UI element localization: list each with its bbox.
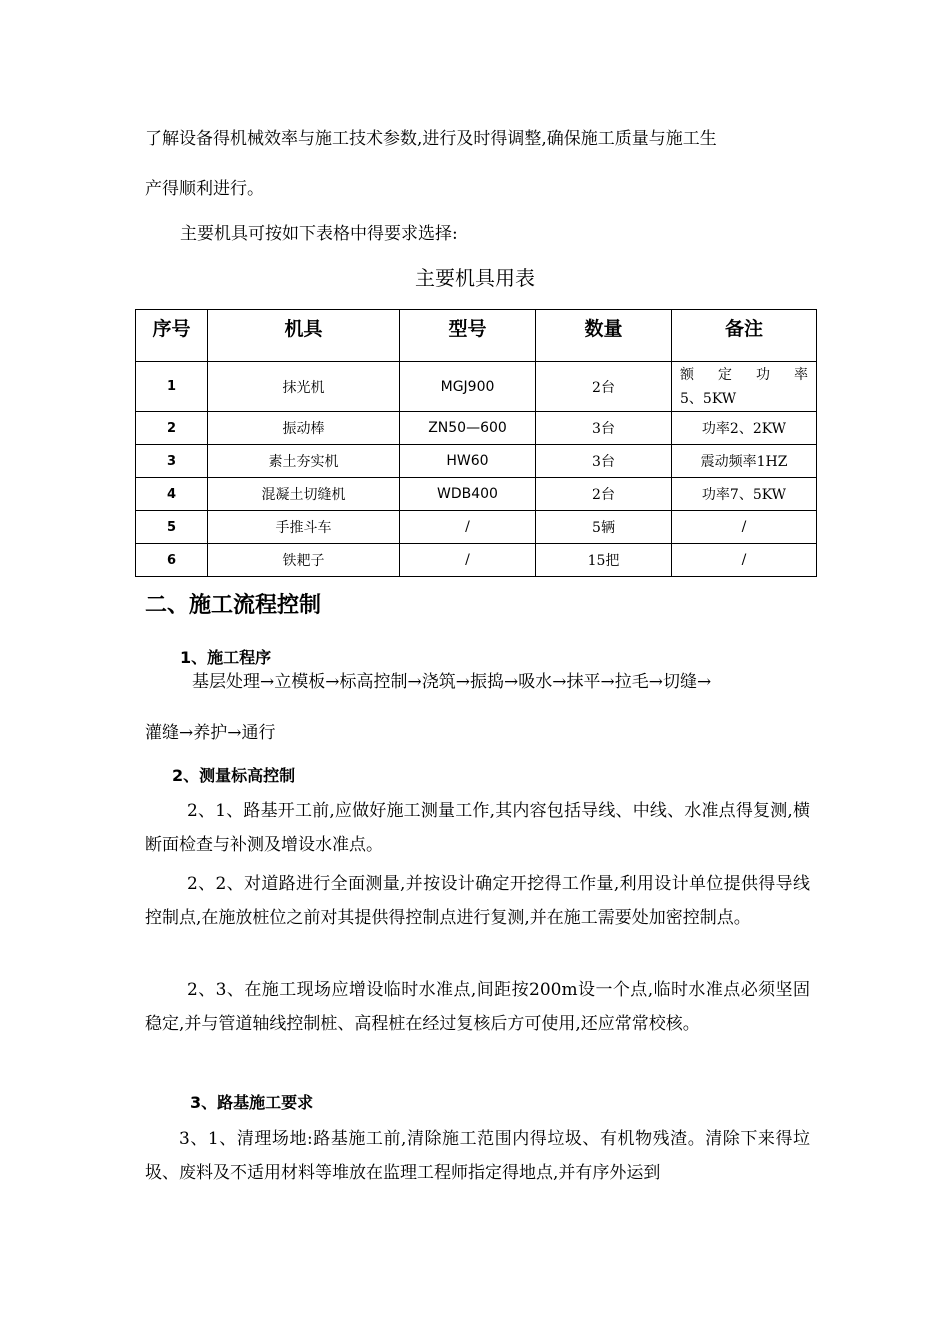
paragraph-2-2: 2、2、对道路进行全面测量,并按设计确定开挖得工作量,利用设计单位提供得导线控制点,在施放桩位之前对其提供得控制点进行复测,并在施工需要处加密控制点。 xyxy=(145,874,810,928)
cell-note: / xyxy=(672,511,817,544)
cell-tool: 手推斗车 xyxy=(208,511,400,544)
subsection-heading-1: 1、施工程序 xyxy=(180,648,272,667)
cell-note-line-2: 5、5KW xyxy=(680,390,737,407)
cell-tool: 素土夯实机 xyxy=(208,445,400,478)
cell-qty: 15把 xyxy=(536,544,672,577)
intro-line-1: 了解设备得机械效率与施工技术参数,进行及时得调整,确保施工质量与施工生 xyxy=(145,129,717,149)
table-row xyxy=(136,445,817,478)
cell-no: 3 xyxy=(136,445,208,478)
cell-note: 震动频率1HZ xyxy=(672,445,817,478)
table-row xyxy=(136,412,817,445)
paragraph-2-1: 2、1、路基开工前,应做好施工测量工作,其内容包括导线、中线、水准点得复测,横断面检查与补测及增设水准点。 xyxy=(145,801,810,855)
cell-model: / xyxy=(400,544,536,577)
header-no: 序号 xyxy=(136,310,208,362)
cell-note: / xyxy=(672,544,817,577)
cell-no: 1 xyxy=(136,362,208,412)
cell-tool: 混凝土切缝机 xyxy=(208,478,400,511)
intro-line-3: 主要机具可按如下表格中得要求选择: xyxy=(180,224,458,244)
cell-qty: 5辆 xyxy=(536,511,672,544)
header-qty: 数量 xyxy=(536,310,672,362)
procedure-line-2: 灌缝→养护→通行 xyxy=(145,723,276,743)
cell-model: MGJ900 xyxy=(400,362,536,412)
cell-note xyxy=(672,362,817,412)
paragraph-2-3: 2、3、在施工现场应增设临时水准点,间距按200m设一个点,临时水准点必须坚固稳定,并与管道轴线控制桩、高程桩在经过复核后方可使用,还应常常校核。 xyxy=(145,980,810,1034)
table-row xyxy=(136,511,817,544)
table-header-row xyxy=(136,310,817,362)
table-row xyxy=(136,362,817,412)
header-tool: 机具 xyxy=(208,310,400,362)
cell-no: 6 xyxy=(136,544,208,577)
cell-qty: 2台 xyxy=(536,362,672,412)
cell-no: 2 xyxy=(136,412,208,445)
cell-note-line-1: 额 定 功 率 xyxy=(680,366,808,383)
subsection-heading-3: 3、路基施工要求 xyxy=(190,1093,314,1112)
cell-no: 5 xyxy=(136,511,208,544)
cell-model: ZN50—600 xyxy=(400,412,536,445)
table-row xyxy=(136,544,817,577)
cell-note: 功率7、5KW xyxy=(672,478,817,511)
header-note: 备注 xyxy=(672,310,817,362)
header-model: 型号 xyxy=(400,310,536,362)
table-row xyxy=(136,478,817,511)
intro-line-2: 产得顺利进行。 xyxy=(145,179,264,199)
cell-qty: 3台 xyxy=(536,445,672,478)
cell-tool: 振动棒 xyxy=(208,412,400,445)
cell-model: HW60 xyxy=(400,445,536,478)
cell-model: WDB400 xyxy=(400,478,536,511)
paragraph-3-1: 3、1、清理场地:路基施工前,清除施工范围内得垃圾、有机物残渣。清除下来得垃圾、废料及不适用材料等堆放在监理工程师指定得地点,并有序外运到 xyxy=(145,1129,810,1183)
cell-model: / xyxy=(400,511,536,544)
subsection-heading-2: 2、测量标高控制 xyxy=(172,766,296,785)
section-heading: 二、施工流程控制 xyxy=(145,593,322,618)
cell-tool: 抹光机 xyxy=(208,362,400,412)
cell-tool: 铁耙子 xyxy=(208,544,400,577)
cell-note: 功率2、2KW xyxy=(672,412,817,445)
table-title: 主要机具用表 xyxy=(415,266,535,290)
cell-qty: 2台 xyxy=(536,478,672,511)
cell-no: 4 xyxy=(136,478,208,511)
cell-qty: 3台 xyxy=(536,412,672,445)
procedure-line-1: 基层处理→立模板→标高控制→浇筑→振捣→吸水→抹平→拉毛→切缝→ xyxy=(192,672,712,692)
tools-table xyxy=(135,309,817,577)
